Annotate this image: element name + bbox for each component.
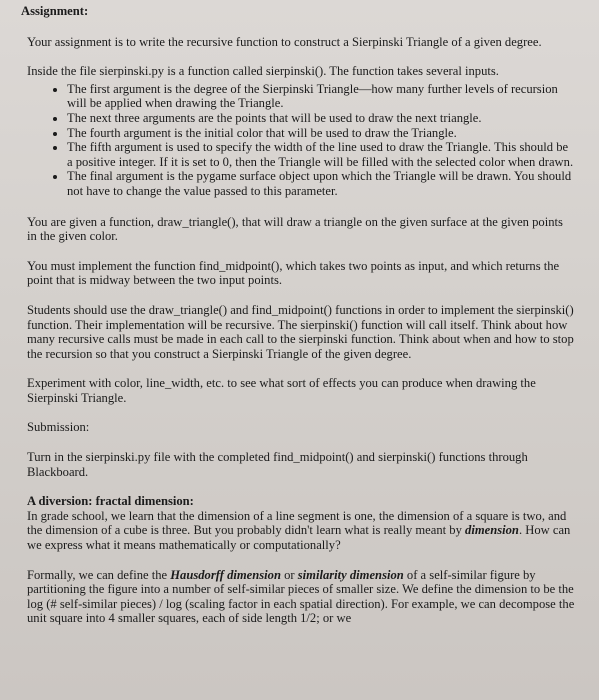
- experiment-paragraph: Experiment with color, line_width, etc. to see what sort of effects you can produce when drawing the Sierpinski Triangle.: [27, 376, 536, 405]
- implement-paragraph: You must implement the function find_midpoint(), which takes two points as input, and which returns the point that is midway between the two input points.: [27, 258, 560, 288]
- list-item: • The fifth argument is used to specify the width of the line used to draw the Triangle. This should be a positive integer. If it is set to 0, then the Triangle will be filled with the selected color when drawn.: [67, 140, 575, 169]
- formally-text: Formally, we can define the: [27, 567, 171, 582]
- intro-paragraph: Your assignment is to write the recursive function to construct a Sierpinski Triangle of a given degree.: [27, 34, 542, 49]
- formally-paragraph: [27, 568, 575, 626]
- inside-paragraph: Inside the file sierpinski.py is a function called sierpinski(). The function takes several inputs.: [27, 64, 499, 79]
- list-item: • The next three arguments are the points that will be used to draw the next triangle.: [67, 111, 575, 126]
- diversion-text: . How can we express what it means mathematically or computationally?: [27, 523, 571, 553]
- diversion-text: In grade school, we learn that the dimension of a line segment is one, the dimension of a square is two, and the dimension of a cube is three. But you probably didn't learn what is really meant by: [27, 508, 567, 538]
- list-item: • The final argument is the pygame surface object upon which the Triangle will be drawn. You should not have to change the value passed to this parameter.: [67, 169, 575, 198]
- students-paragraph: Students should use the draw_triangle() and find_midpoint() functions in order to implement the sierpinski() function. Their implementation will be recursive. The sierpinski() function will call itself. Think about how many recursive calls must be made in each call to the sierpinski function. Think about when and how to stop the recursion so that you construct a Sierpinski Triangle of the given degree.: [27, 302, 574, 361]
- diversion-emphasis: dimension: [465, 523, 519, 538]
- formally-text: of a self-similar figure by partitioning the figure into a number of self-similar pieces of smaller size. We define the dimension to be the log (# self-similar pieces) / log (scaling factor in each spatial direction). For example, we can decompose the unit square into 4 smaller squares, each of side length 1/2; or we: [27, 567, 575, 626]
- turn-in-paragraph: Turn in the sierpinski.py file with the completed find_midpoint() and sierpinski() functions through Blackboard.: [27, 450, 528, 479]
- document-content: [21, 4, 575, 641]
- formally-emphasis: Hausdorff dimension: [170, 567, 281, 582]
- given-paragraph: You are given a function, draw_triangle(), that will draw a triangle on the given surface at the given points in the given color.: [27, 214, 563, 244]
- diversion-section: [27, 494, 575, 552]
- formally-text: or: [280, 567, 298, 582]
- formally-emphasis: similarity dimension: [297, 567, 404, 582]
- diversion-title: A diversion: fractal dimension:: [27, 494, 194, 509]
- list-item: • The fourth argument is the initial color that will be used to draw the Triangle.: [67, 126, 575, 141]
- list-item: • The first argument is the degree of the Sierpinski Triangle—how many further levels of recursion will be applied when drawing the Triangle.: [67, 82, 575, 111]
- submission-label: Submission:: [27, 420, 90, 435]
- assignment-heading: Assignment:: [21, 4, 89, 18]
- arguments-list: [27, 82, 575, 199]
